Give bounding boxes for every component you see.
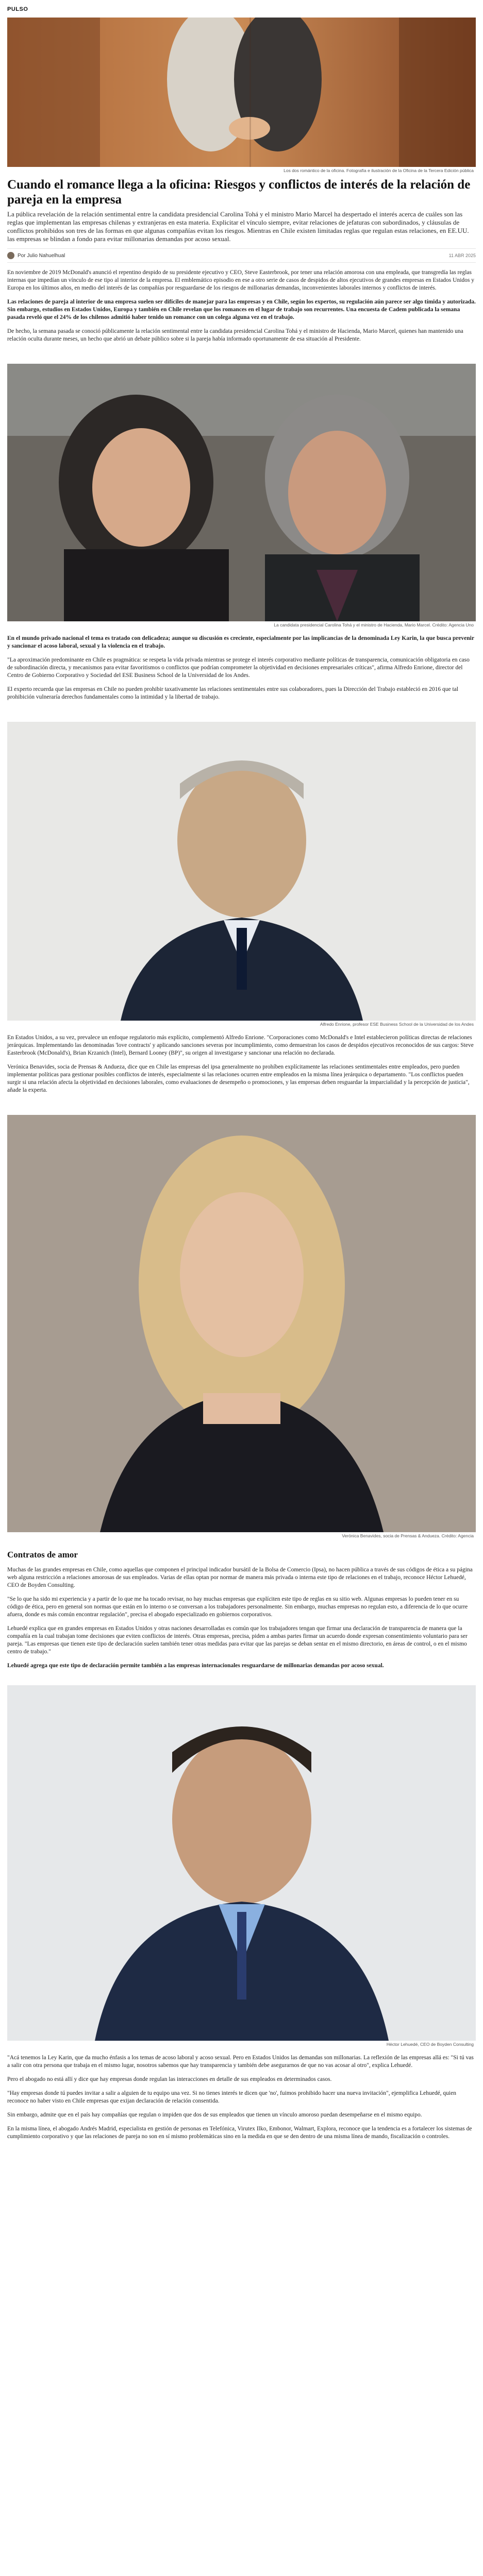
photo-benavides-illustration [7, 1115, 476, 1532]
hero-image [7, 18, 476, 167]
photo-lehuede-caption: Héctor Lehuedé, CEO de Boyden Consulting [386, 2042, 474, 2047]
photo-toha-marcel [7, 364, 476, 621]
paragraph: Lehuedé explica que en grandes empresas en Estados Unidos y otras naciones desarrolladas es común que los trabajadores tengan que firmar una declaración de transparencia de manera que la compañía en la cual trabajan tome decisiones que eviten conflictos de interés. Otras empresas, precisa, piden a ambas partes firmar un acuerdo donde expresan consentimiento voluntario para ser pareja. "Las empresas que tienen este tipo de declaración suelen también tener otras medidas para evitar que las parejas se deban sentar en el mismo directorio, en áreas de control, o en el mismo centro de trabajo." [7, 1625, 468, 1655]
photo-toha-marcel-illustration [7, 364, 476, 621]
body-section-e [7, 2054, 476, 2141]
paragraph: "Acá tenemos la Ley Karin, que da mucho énfasis a los temas de acoso laboral y acoso sexual. Pero en Estados Unidos las demandas son millonarias. La reflexión de las empresas allá es: "Si tú vas a salir con otra persona que trabaja en el mismo lugar, nosotros sabemos que hay transparencia y también debe asegurarnos de que no vas acosar al otro", explica Lehuedé. [7, 2055, 474, 2069]
body-section-c [7, 1034, 476, 1094]
lead-paragraph: La pública revelación de la relación sentimental entre la candidata presidencial Carolina Tohá y el ministro Mario Marcel ha despertado el interés acerca de cuáles son las reglas que implementan las empresas chilenas y extranjeras en esta materia. Explicitar el vínculo siempre, evitar relaciones de jefaturas con subordinados, y cláusulas de conflictos prohibidos son tres de las formas en que algunas compañías evitan los riesgos. Mientras en Chile existen limitadas reglas que regulan estas relaciones, en EE.UU. las empresas se blindan a fondo para evitar millonarias demandas por acoso sexual. [7, 210, 469, 243]
paragraph: En el mundo privado nacional el tema es tratado con delicadeza; aunque su discusión es creciente, especialmente por las implicancias de la denominada Ley Karin, la que busca prevenir y sancionar el acoso laboral, sexual y la violencia en el trabajo. [7, 635, 474, 649]
byline [7, 248, 476, 263]
paragraph: El experto recuerda que las empresas en Chile no pueden prohibir taxativamente las relaciones sentimentales entre sus colaboradores, pues la Dirección del Trabajo estableció en 2016 que tal prohibición vulneraría derechos fundamentales como la intimidad y la libertad de trabajo. [7, 686, 458, 700]
photo-benavides-caption: Verónica Benavides, socia de Prensas & Andueza. Crédito: Agencia [342, 1533, 474, 1538]
author[interactable] [7, 252, 65, 259]
paragraph: En la misma línea, el abogado Andrés Madrid, especialista en gestión de personas en Telefónica, Virutex Ilko, Embonor, Walmart, Explora, reconoce que la tendencia es a fortalecer los sistemas de cumplimiento corporativo y que las relaciones de pareja no son en sí mismo problemáticas sino en la medida en que se den dentro de una misma línea de mando, fiscalización o controles. [7, 2126, 472, 2140]
paragraph: "Se lo que ha sido mi experiencia y a partir de lo que me ha tocado revisar, no hay muchas empresas que explíciten este tipo de reglas en su sitio web. Algunas empresas lo pueden tener en su código de ética, pero en general son normas que están en lo interno o se conversan a los trabajadores personalmente. Sin embargo, muchas empresas no regulan esto, a diferencia de lo que ocurre afuera, donde es más común encontrar regulación", precisa el abogado especializado en gobiernos corporativos. [7, 1596, 468, 1618]
hero-illustration [7, 18, 476, 167]
photo-toha-marcel-caption: La candidata presidencial Carolina Tohá y el ministro de Hacienda, Mario Marcel. Crédito: Agencia Uno [274, 622, 474, 628]
photo-enrione-illustration [7, 722, 476, 1021]
photo-lehuede [7, 1685, 476, 2041]
publish-date: 11 ABR 2025 [448, 253, 476, 258]
photo-benavides [7, 1115, 476, 1532]
body-section-d [7, 1566, 476, 1670]
paragraph: "La aproximación predominante en Chile es pragmática: se respeta la vida privada mientras se protege el interés corporativo mediante políticas de transparencia, comunicación obligatoria en caso de subordinación directa, y mecanismos para evitar favoritismos o conflictos que podrían comprometer la objetividad en decisiones empresariales críticas", afirma Alfredo Enrione, director del Centro de Gobierno Corporativo y Sociedad del ESE Business School de la Universidad de los Andes. [7, 657, 470, 679]
paragraph: Lehuedé agrega que este tipo de declaración permite también a las empresas internacionales resguardarse de millonarias demandas por acoso sexual. [7, 1663, 384, 1669]
author-avatar [7, 252, 14, 259]
body-section-b [7, 635, 476, 701]
photo-enrione-caption: Alfredo Enrione, profesor ESE Business School de la Universidad de los Andes [320, 1022, 474, 1027]
paragraph: Muchas de las grandes empresas en Chile, como aquellas que componen el principal indicador bursátil de la Bolsa de Comercio (Ipsa), no hacen pública a través de sus códigos de ética a su página web alguna restricción a relaciones amorosas de sus empleados. Varias de ellas optan por normar de manera más privada o interna este tipo de relaciones en el trabajo, reconoce Héctor Lehuedé, CEO de Boyden Consulting. [7, 1567, 473, 1588]
hero-caption: Los dos romántico de la oficina. Fotografía e ilustración de la Oficina de la Tercera Edición pública [284, 168, 474, 173]
paragraph: En noviembre de 2019 McDonald's anunció el repentino despido de su presidente ejecutivo y CEO, Steve Easterbrook, por tener una relación amorosa con una empleada, que transgredía las reglas internas que impedían un vínculo de ese tipo al interior de la empresa. El emblemático episodio en ese a otro serie de casos de despidos de altos ejecutivos de grandes empresas en Estados Unidos y Europa en los últimos años, en medio del interés de las compañías por resguardarse de los riesgos de millonarias demandas, inconvenientes laborales internos y conflictos de interés. [7, 269, 474, 291]
headline: Cuando el romance llega a la oficina: Riesgos y conflictos de interés de la relación de pareja en la empresa [7, 178, 471, 207]
photo-enrione [7, 722, 476, 1021]
paragraph: Las relaciones de pareja al interior de una empresa suelen ser difíciles de manejar para las empresas y en Chile, según los expertos, su regulación aún parece ser algo tímida y autorizada. Sin embargo, estudios en Estados Unidos, Europa y también en Chile revelan que los romances en el lugar de trabajo son recurrentes. Una encuesta de Cadem publicada la semana pasada reveló que el 24% de los chilenos admitió haber tenido un romance con un colega alguna vez en el trabajo. [7, 299, 476, 320]
paragraph: Verónica Benavides, socia de Prensas & Andueza, dice que en Chile las empresas del ipsa generalmente no prohíben explícitamente las relaciones sentimentales entre empleados, pero pueden implementar políticas para gestionar posibles conflictos de interés, especialmente si las relaciones ocurren entre empleados en la misma línea jerárquica o departamento. "Los conflictos pueden surgir si una relación afecta la objetividad en decisiones laborales, como evaluaciones de desempeño o promociones, y las empresas deben resguardar la imparcialidad y la percepción de justicia", añade la experta. [7, 1064, 470, 1093]
paragraph: Sin embargo, admite que en el país hay compañías que regulan o impiden que dos de sus empleados que tienen un vínculo amoroso puedan desempeñarse en el mismo equipo. [7, 2112, 422, 2118]
section-label[interactable]: PULSO [7, 6, 28, 12]
paragraph: De hecho, la semana pasada se conoció públicamente la relación sentimental entre la candidata presidencial Carolina Tohá y el ministro de Hacienda, Mario Marcel, quienes han mantenido una relación oculta durante meses, un hecho que abrió un debate público sobre si la pareja había informado oportunamente de esa situación al Presidente. [7, 328, 463, 342]
paragraph: Pero el abogado no está allí y dice que hay empresas donde regulan las interacciones en detalle de sus empleados en determinados casos. [7, 2076, 332, 2082]
photo-lehuede-illustration [7, 1685, 476, 2041]
paragraph: En Estados Unidos, a su vez, prevalece un enfoque regulatorio más explícito, complementó Alfredo Enrione. "Corporaciones como McDonald's e Intel establecieron políticas directas de relaciones jerárquicas. Implementando las denominadas 'love contracts' y aplicando sanciones severas por incumplimiento, como demuestran los casos de despidos ejecutivos reconocidos de sus cargos: Steve Easterbrook (McDonald's), Brian Krzanich (Intel), Bernard Looney (BP)", su origen al investigarse y sancionar una relación no declarada. [7, 1035, 474, 1056]
section-heading: Contratos de amor [7, 1550, 78, 1560]
paragraph: "Hay empresas donde tú puedes invitar a salir a alguien de tu equipo una vez. Si no tienes interés te dicen que 'no', fuimos prohibido hacer una nueva invitación", ejemplifica Lehuedé, quien reconoce no haber visto en Chile empresas que exijan declaración de relación consentida. [7, 2090, 456, 2104]
author-name[interactable]: Por Julio Nahuelhual [18, 252, 65, 259]
body-section-a [7, 269, 476, 343]
